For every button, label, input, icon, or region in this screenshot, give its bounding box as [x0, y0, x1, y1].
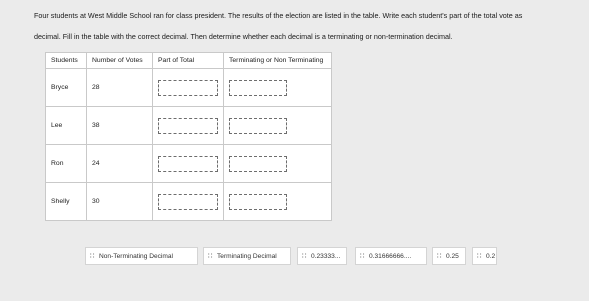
ron-part-drop-zone[interactable]	[158, 156, 218, 172]
student-name: Shelly	[46, 183, 87, 221]
tile-0-25[interactable]	[432, 247, 466, 265]
header-part-of-total: Part of Total	[153, 53, 224, 69]
instructions-line-2: decimal. Fill in the table with the correct decimal. Then determine whether each decimal is a terminating or non-termination decimal.	[34, 32, 453, 42]
shelly-part-drop-zone[interactable]	[158, 194, 218, 210]
drag-handle-icon: ∷	[477, 252, 482, 260]
answer-bank	[0, 247, 589, 265]
tile-terminating-decimal[interactable]	[203, 247, 291, 265]
lee-type-drop-zone[interactable]	[229, 118, 287, 134]
tile-label: 0.25	[446, 252, 459, 260]
shelly-type-drop-zone[interactable]	[229, 194, 287, 210]
instructions-line-1: Four students at West Middle School ran for class president. The results of the election are listed in the table. Write each student's part of the total vote as	[34, 11, 523, 20]
student-name: Bryce	[46, 69, 87, 107]
ron-type-drop-zone[interactable]	[229, 156, 287, 172]
lee-part-drop-zone[interactable]	[158, 118, 218, 134]
vote-table	[45, 52, 332, 221]
tile-label: 0.2	[486, 252, 496, 260]
tile-0-2[interactable]	[472, 247, 497, 265]
bryce-type-drop-zone[interactable]	[229, 80, 287, 96]
table-row	[46, 183, 332, 221]
tile-label: 0.23333...	[311, 252, 341, 260]
tile-label: Terminating Decimal	[217, 252, 277, 260]
tile-non-terminating-decimal[interactable]	[85, 247, 198, 265]
table-row	[46, 107, 332, 145]
drag-handle-icon: ∷	[360, 252, 365, 260]
student-name: Ron	[46, 145, 87, 183]
tile-0-31666666[interactable]	[355, 247, 427, 265]
bryce-part-drop-zone[interactable]	[158, 80, 218, 96]
vote-count: 38	[87, 107, 153, 145]
table-header-row	[46, 53, 332, 69]
header-terminating: Terminating or Non Terminating	[224, 53, 332, 69]
header-students: Students	[46, 53, 87, 69]
vote-count: 28	[87, 69, 153, 107]
instructions	[34, 12, 579, 54]
drag-handle-icon: ∷	[90, 252, 95, 260]
drag-handle-icon: ∷	[302, 252, 307, 260]
drag-handle-icon: ∷	[437, 252, 442, 260]
tile-label: 0.31666666....	[369, 252, 412, 260]
vote-count: 30	[87, 183, 153, 221]
vote-count: 24	[87, 145, 153, 183]
table-row	[46, 69, 332, 107]
table-row	[46, 145, 332, 183]
drag-handle-icon: ∷	[208, 252, 213, 260]
student-name: Lee	[46, 107, 87, 145]
tile-0-23333[interactable]	[297, 247, 347, 265]
tile-label: Non-Terminating Decimal	[99, 252, 174, 260]
header-number-of-votes: Number of Votes	[87, 53, 153, 69]
